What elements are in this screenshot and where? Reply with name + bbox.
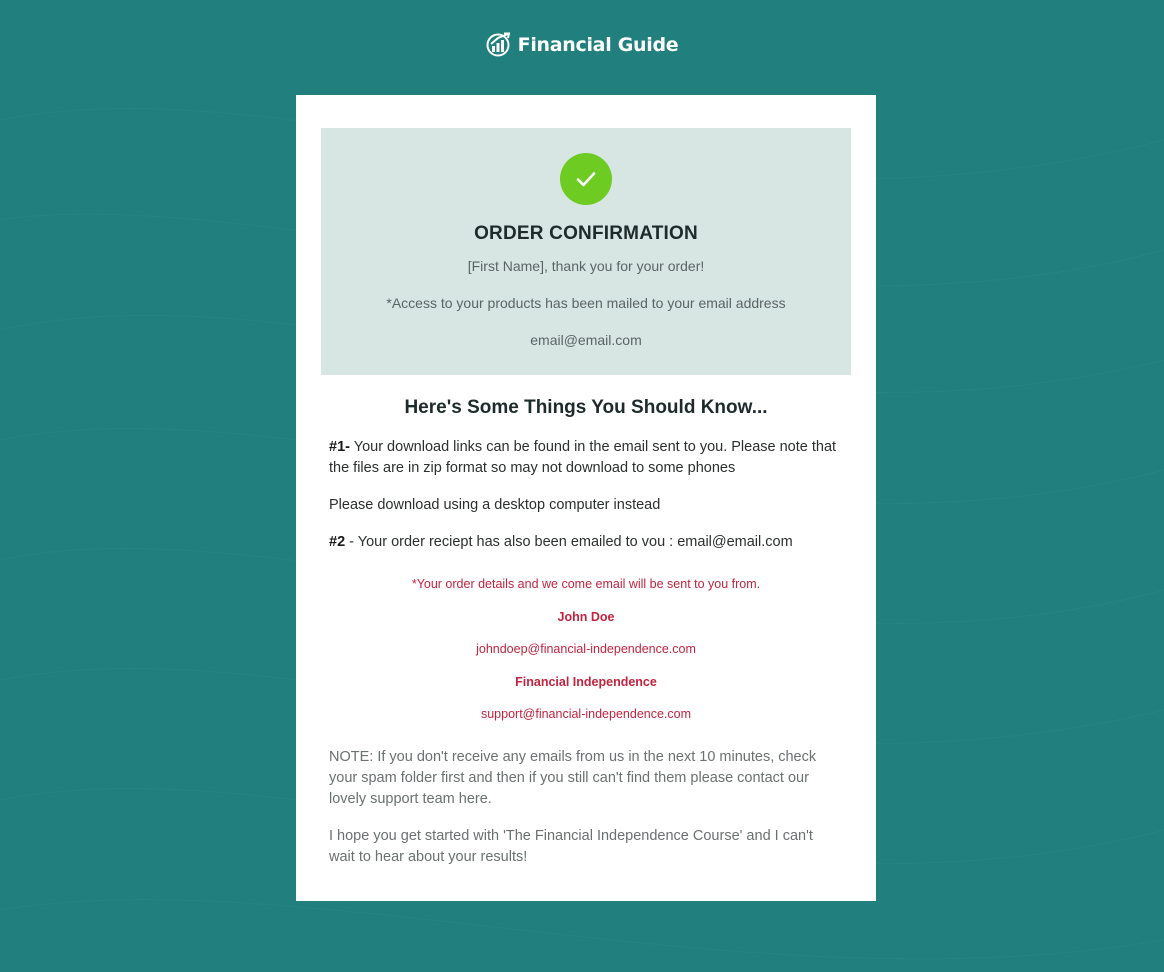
item-1-text: Your download links can be found in the email sent to you. Please note that the files are in zip format so may not download to some phones — [329, 439, 837, 476]
info-heading: Here's Some Things You Should Know... — [404, 397, 768, 418]
item-1-label: #1- — [329, 439, 350, 455]
chart-growth-icon — [486, 32, 512, 58]
checkmark-icon — [560, 153, 612, 205]
sender-name: John Doe — [557, 610, 615, 624]
item-2-label: #2 — [329, 534, 346, 550]
customer-email: email@email.com — [530, 332, 642, 348]
order-card — [296, 95, 876, 901]
closing-note: I hope you get started with 'The Financial Independence Course' and I can't wait to hear about your results! — [329, 828, 813, 865]
sender-intro: *Your order details and we come email will be sent to you from. — [411, 577, 761, 591]
thank-you-text: [First Name], thank you for your order! — [467, 258, 705, 274]
info-item-2 — [329, 532, 839, 553]
access-note: *Access to your products has been mailed to your email address — [386, 295, 786, 311]
brand-name: Financial Guide — [517, 34, 679, 56]
confirmation-panel — [321, 128, 851, 375]
support-email-link[interactable]: support@financial-independence.com — [480, 707, 692, 721]
spam-note: NOTE: If you don't receive any emails from us in the next 10 minutes, check your spam folder first and then if you still can't find them please contact our lovely support team here. — [329, 749, 817, 807]
page-title: ORDER CONFIRMATION — [474, 223, 698, 244]
sender-email-link[interactable]: johndoep@financial-independence.com — [476, 642, 696, 656]
desktop-note: Please download using a desktop computer instead — [329, 497, 661, 513]
brand-logo[interactable] — [0, 32, 1164, 58]
item-2-text: - Your order reciept has also been emailed to vou : email@email.com — [345, 534, 793, 550]
info-item-1 — [329, 437, 839, 479]
company-name: Financial Independence — [515, 675, 657, 689]
